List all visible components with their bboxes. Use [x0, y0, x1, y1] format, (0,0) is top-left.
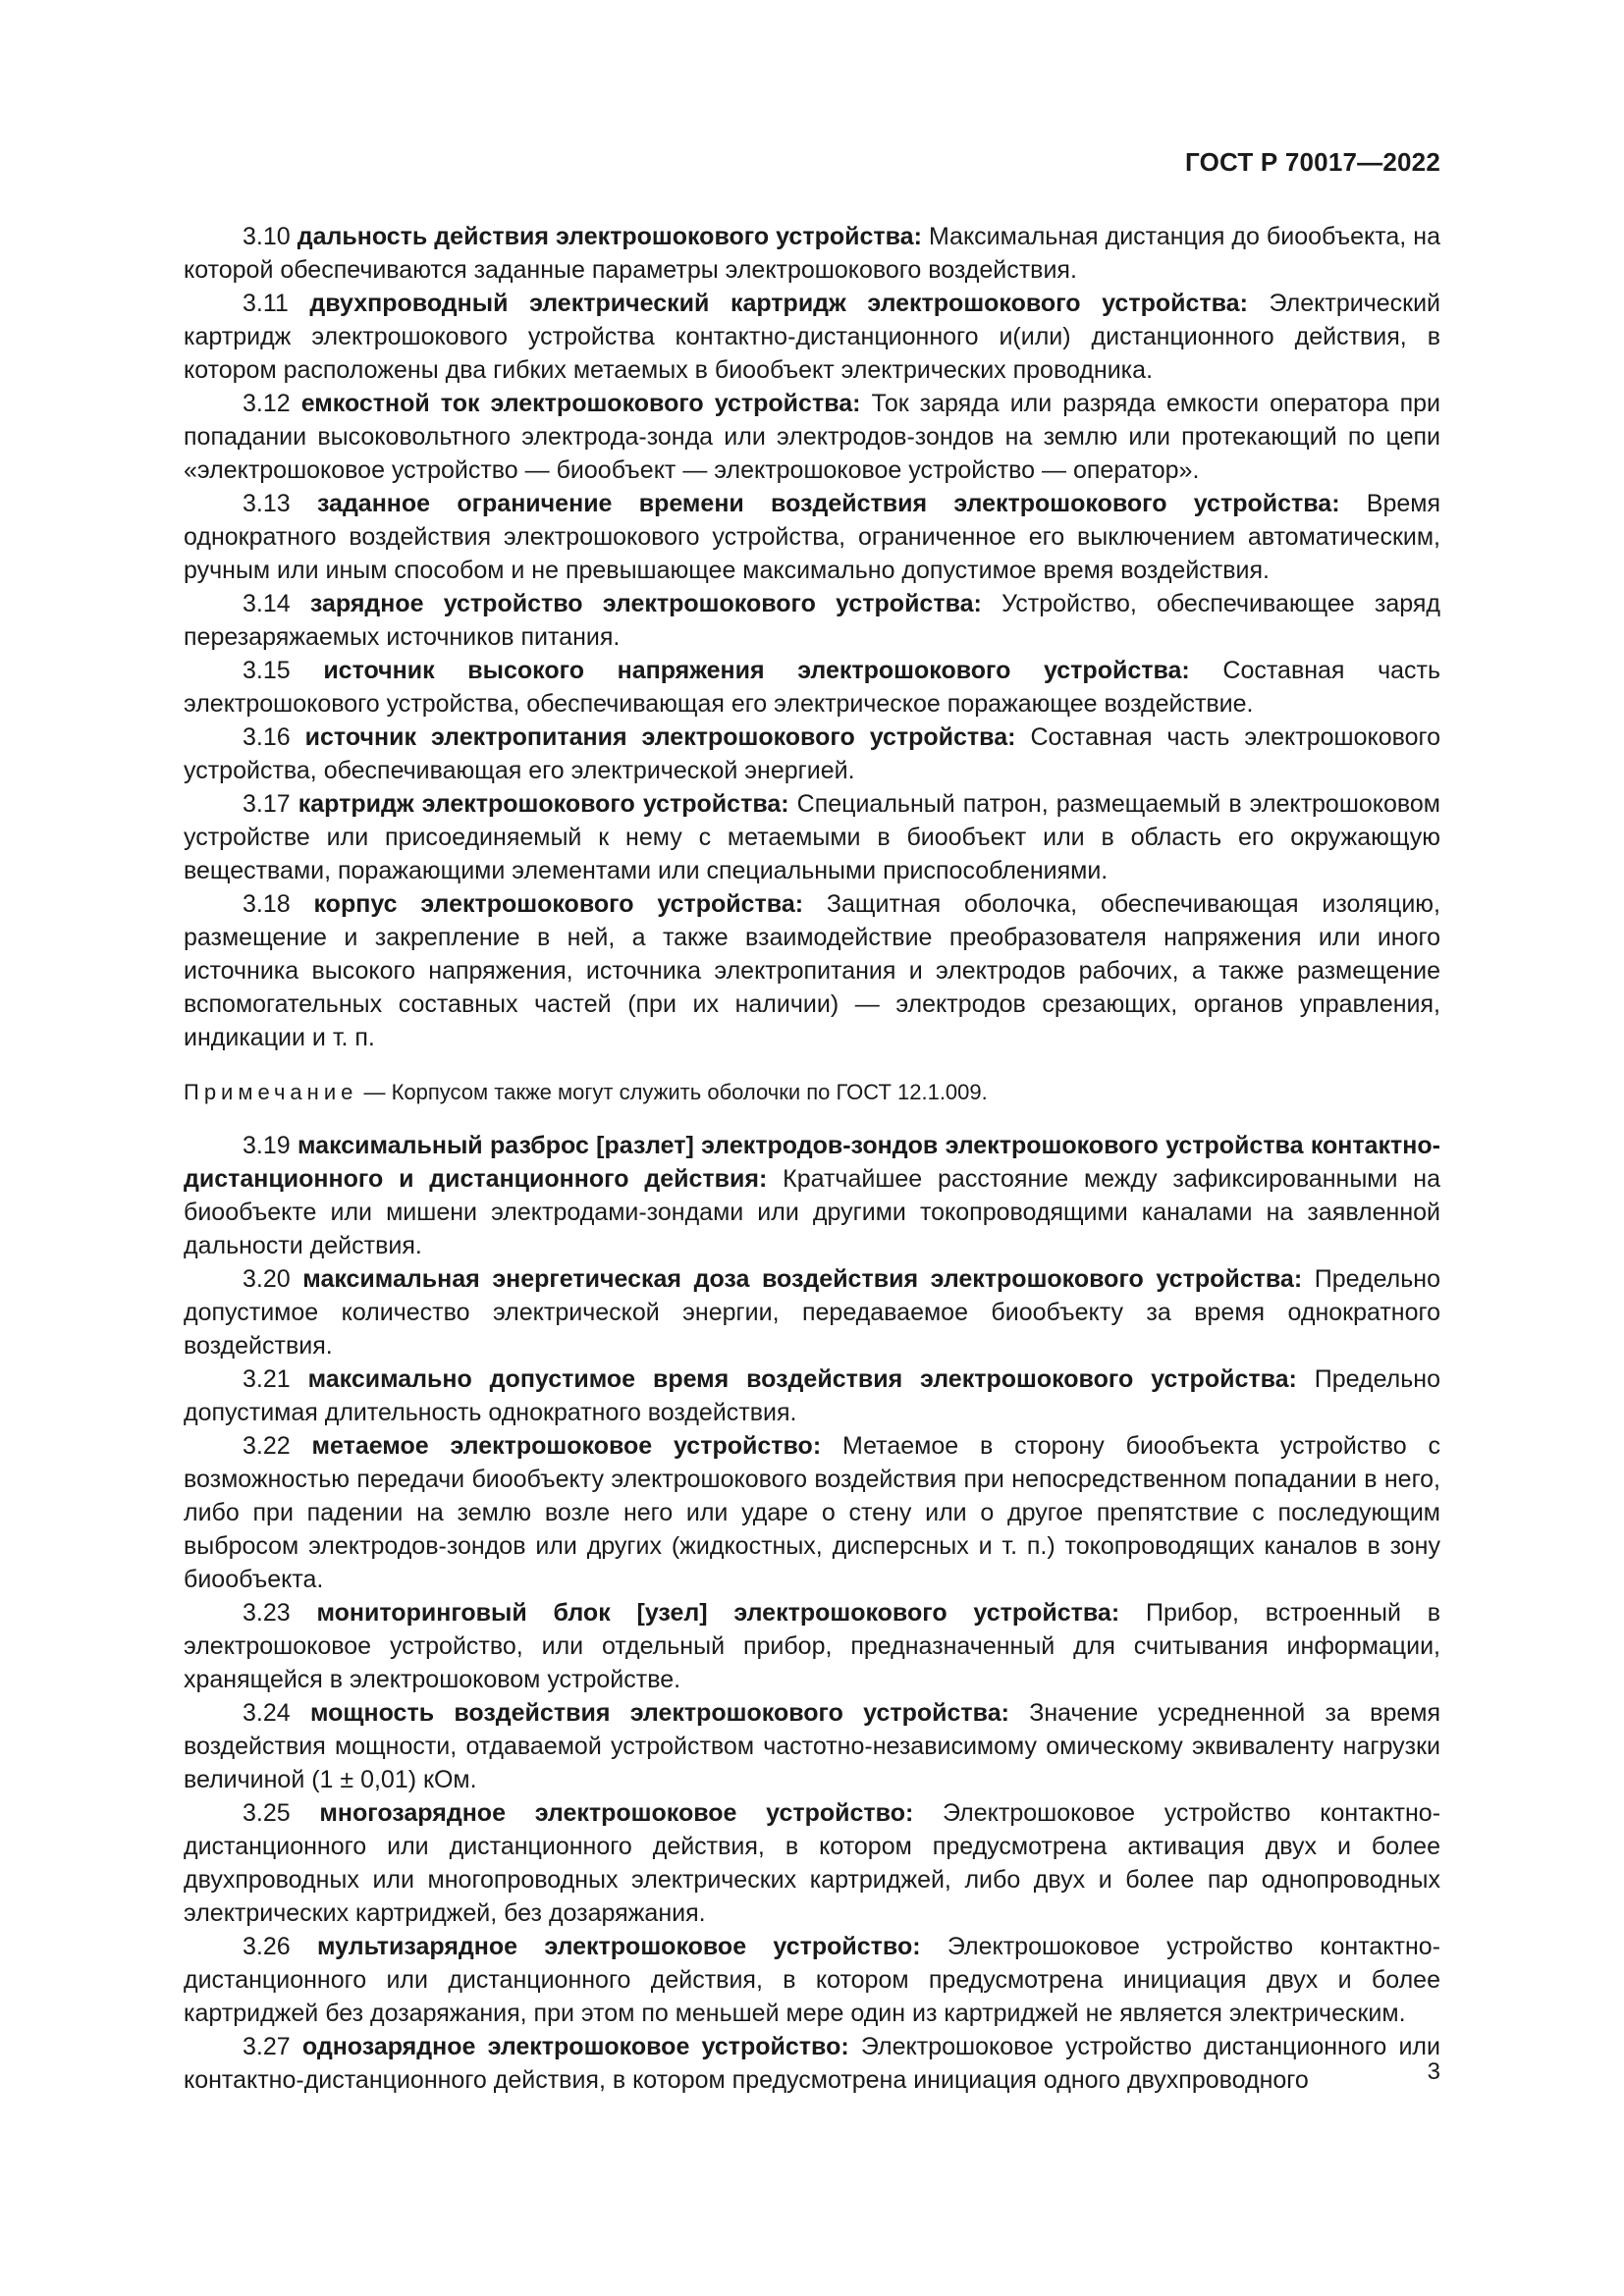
term-name: двухпроводный электрический картридж электрошокового устройства: [309, 290, 1248, 317]
term-definition: Электрошоковое устройство контактно-дистанционного или дистанционного действия, в котором предусмотрена инициация двух и более картриджей без дозаряжания, при этом по меньшей мере один из картриджей не является электрическим. [184, 1933, 1441, 2027]
term-number: 3.18 [243, 890, 291, 918]
term-name: многозарядное электрошоковое устройство: [319, 1799, 914, 1827]
term-entry [184, 1262, 1440, 1362]
term-definition: Предельно допустимое количество электрической энергии, передаваемое биообъекту за время однократного воздействия. [184, 1265, 1440, 1360]
note-text: Корпусом также могут служить оболочки по ГОСТ 12.1.009. [391, 1080, 988, 1104]
term-number: 3.21 [243, 1365, 291, 1393]
term-number: 3.12 [243, 390, 291, 417]
term-definition: Устройство, обеспечивающее заряд перезаряжаемых источников питания. [184, 590, 1440, 651]
document-header: ГОСТ Р 70017—2022 [1185, 147, 1440, 177]
term-number: 3.11 [243, 290, 289, 317]
terms-list [184, 1129, 1440, 2097]
term-name: однозарядное электрошоковое устройство: [301, 2033, 849, 2060]
term-entry [184, 1796, 1440, 1930]
term-definition: Прибор, встроенный в электрошоковое устройство, или отдельный прибор, предназначенный для считывания информации, хранящейся в электрошоковом устройстве. [184, 1599, 1440, 1693]
term-name: мультизарядное электрошоковое устройство: [317, 1933, 921, 1960]
term-number: 3.15 [243, 657, 291, 684]
term-definition: Метаемое в сторону биообъекта устройство с возможностью передачи биообъекту электрошокового воздействия при непосредственном попадании в него, либо при падении на землю возле него или ударе о стену или о другое препятствие с последующим выбросом электродов-зондов или других (жидкостных, дисперсных и т. п.) токопроводящих каналов в зону биообъекта. [184, 1432, 1440, 1593]
term-number: 3.23 [243, 1599, 291, 1627]
term-number: 3.14 [243, 590, 291, 617]
document-body [184, 220, 1440, 2097]
term-name: метаемое электрошоковое устройство: [311, 1432, 822, 1460]
term-name: заданное ограничение времени воздействия электрошокового устройства: [316, 490, 1340, 517]
term-entry [184, 1596, 1440, 1696]
term-number: 3.19 [243, 1132, 291, 1159]
term-name: зарядное устройство электрошокового устройства: [309, 590, 982, 617]
term-definition: Кратчайшее расстояние между зафиксированными на биообъекте или мишени электродами-зондами или другими токопроводящими каналами на заявленной дальности действия. [184, 1165, 1441, 1259]
page-number: 3 [1427, 2058, 1440, 2085]
term-number: 3.13 [243, 490, 291, 517]
term-name: максимальная энергетическая доза воздействия электрошокового устройства: [302, 1265, 1303, 1293]
term-definition: Защитная оболочка, обеспечивающая изоляцию, размещение и закрепление в ней, а также взаимодействие преобразователя напряжения или иного источника высокого напряжения, источника электропитания и электродов рабочих, а также размещение вспомогательных составных частей (при их наличии) — электродов срезающих, органов управления, индикации и т. п. [184, 890, 1440, 1051]
term-entry [184, 220, 1440, 287]
term-entry [184, 287, 1440, 387]
term-name: картридж электрошокового устройства: [298, 790, 789, 818]
term-number: 3.26 [243, 1933, 291, 1960]
term-name: мощность воздействия электрошокового устройства: [309, 1699, 1009, 1727]
terms-list [184, 220, 1440, 1054]
term-name: корпус электрошокового устройства: [313, 890, 804, 918]
term-entry [184, 587, 1440, 654]
term-definition: Электрошоковое устройство дистанционного или контактно-дистанционного действия, в котором предусмотрена инициация одного двухпроводного [184, 2033, 1440, 2094]
term-number: 3.20 [243, 1265, 291, 1293]
term-definition: Специальный патрон, размещаемый в электрошоковом устройстве или присоединяемый к нему с метаемыми в биообъект или в область его окружающую веществами, поражающими элементами или специальными приспособлениями. [184, 790, 1440, 884]
term-number: 3.25 [243, 1799, 291, 1827]
term-name: источник высокого напряжения электрошокового устройства: [323, 657, 1190, 684]
term-definition: Значение усредненной за время воздействия мощности, отдаваемой устройством частотно-независимому омическому эквиваленту нагрузки величиной (1 ± 0,01) кОм. [184, 1699, 1440, 1793]
term-definition: Предельно допустимая длительность однократного воздействия. [184, 1365, 1440, 1426]
term-entry [184, 887, 1440, 1054]
term-definition: Составная часть электрошокового устройства, обеспечивающая его электрическое поражающее воздействие. [184, 657, 1440, 718]
note-label: Примечание [184, 1080, 358, 1104]
term-name: максимальный разброс [разлет] электродов-зондов электрошокового устройства контактно-дистанционного и дистанционного действия: [184, 1132, 1440, 1193]
term-entry [184, 1362, 1440, 1429]
term-number: 3.22 [243, 1432, 291, 1460]
term-definition: Составная часть электрошокового устройства, обеспечивающая его электрической энергией. [184, 723, 1440, 784]
term-definition: Время однократного воздействия электрошокового устройства, ограниченное его выключением автоматическим, ручным или иным способом и не превышающее максимально допустимое время воздействия. [184, 490, 1440, 584]
note [184, 1078, 1440, 1107]
term-number: 3.27 [243, 2033, 291, 2060]
term-entry [184, 1930, 1440, 2030]
term-name: мониторинговый блок [узел] электрошокового устройства: [316, 1599, 1120, 1627]
term-definition: Ток заряда или разряда емкости оператора при попадании высоковольтного электрода-зонда или электродов-зондов на землю или протекающий по цепи «электрошоковое устройство — биообъект — электрошоковое устройство — оператор». [184, 390, 1440, 484]
term-entry [184, 787, 1440, 887]
term-entry [184, 1129, 1440, 1262]
term-entry [184, 1696, 1440, 1796]
term-entry [184, 387, 1440, 487]
term-name: емкостной ток электрошокового устройства: [300, 390, 861, 417]
term-entry [184, 487, 1440, 587]
term-number: 3.24 [243, 1699, 291, 1727]
term-definition: Максимальная дистанция до биообъекта, на которой обеспечиваются заданные параметры электрошокового воздействия. [184, 223, 1440, 284]
term-entry [184, 1429, 1440, 1596]
term-name: максимально допустимое время воздействия электрошокового устройства: [307, 1365, 1297, 1393]
note-dash: — [363, 1080, 386, 1104]
term-number: 3.10 [243, 223, 291, 250]
term-number: 3.16 [243, 723, 291, 751]
term-name: источник электропитания электрошокового устройства: [304, 723, 1016, 751]
term-entry [184, 2030, 1440, 2097]
term-name: дальность действия электрошокового устройства: [297, 223, 922, 250]
term-number: 3.17 [243, 790, 291, 818]
term-definition: Электрический картридж электрошокового устройства контактно-дистанционного и(или) дистанционного действия, в котором расположены два гибких метаемых в биообъект электрических проводника. [184, 290, 1440, 384]
term-entry [184, 721, 1440, 787]
term-entry [184, 654, 1440, 721]
term-definition: Электрошоковое устройство контактно-дистанционного или дистанционного действия, в котором предусмотрена активация двух и более двухпроводных или многопроводных электрических картриджей, либо двух и более пар однопроводных электрических картриджей, без дозаряжания. [184, 1799, 1441, 1927]
